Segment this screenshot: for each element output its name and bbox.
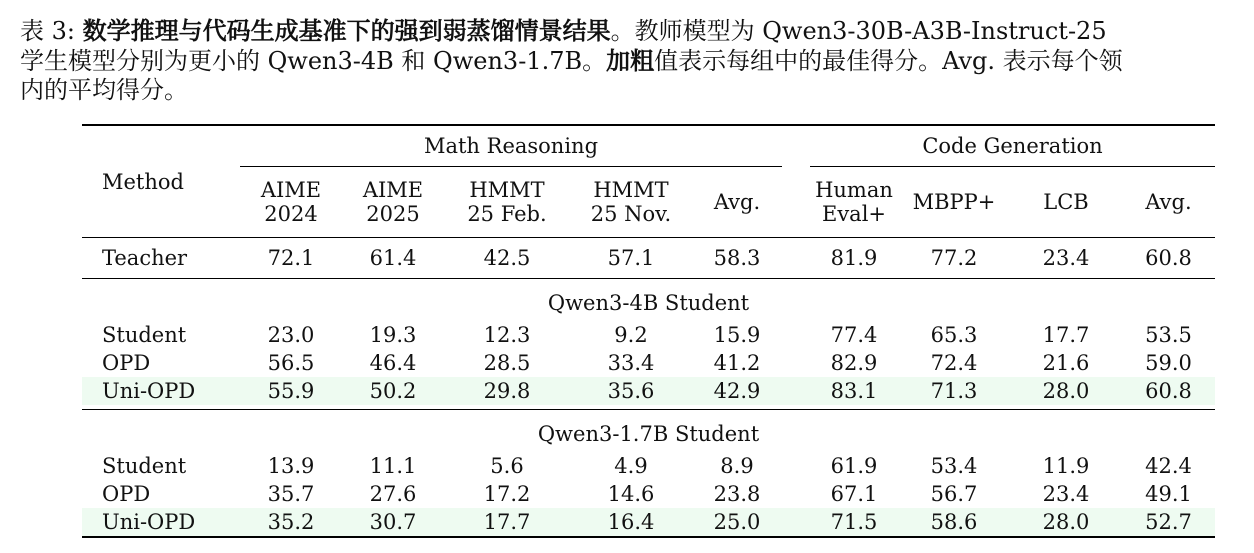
value-gap <box>782 238 810 279</box>
column-header-math-0: AIME 2024 <box>260 178 322 226</box>
value-gap <box>782 321 810 349</box>
value-cell: 60.8 <box>1145 246 1192 270</box>
method-cell: Uni-OPD <box>82 377 240 405</box>
column-header-code-2: LCB <box>1043 190 1089 214</box>
value-cell: 49.1 <box>1145 482 1192 506</box>
method-header: Method <box>102 169 184 194</box>
column-header-code-3: Avg. <box>1145 190 1192 214</box>
value-cell: 23.4 <box>1042 246 1090 270</box>
method-cell: Uni-OPD <box>82 508 240 537</box>
method-cell: Student <box>102 454 187 478</box>
table-row <box>82 480 1215 508</box>
value-cell: 77.4 <box>830 323 878 347</box>
value-cell: 28.0 <box>1010 377 1122 405</box>
value-cell: 28.5 <box>483 351 531 375</box>
teacher-row <box>82 238 1215 279</box>
value-cell: 4.9 <box>614 454 648 478</box>
value-cell: 16.4 <box>570 508 692 537</box>
column-header-math-1: AIME 2025 <box>362 178 424 226</box>
value-cell: 19.3 <box>369 323 417 347</box>
value-cell: 35.6 <box>570 377 692 405</box>
value-cell: 15.9 <box>713 323 761 347</box>
value-cell: 33.4 <box>607 351 655 375</box>
value-cell: 11.9 <box>1042 454 1090 478</box>
value-cell: 67.1 <box>830 482 878 506</box>
value-cell: 58.3 <box>713 246 761 270</box>
caption-prefix: 表 3: <box>20 17 83 45</box>
caption-line1-rest: 。教师模型为 Qwen3-30B-A3B-Instruct-25 <box>610 17 1107 45</box>
value-cell: 72.1 <box>267 246 315 270</box>
value-cell: 13.9 <box>267 454 315 478</box>
value-gap <box>782 349 810 377</box>
table-row <box>82 349 1215 377</box>
value-cell: 60.8 <box>1122 377 1215 405</box>
value-cell: 72.4 <box>930 351 978 375</box>
value-cell: 42.5 <box>483 246 531 270</box>
value-cell: 53.5 <box>1145 323 1192 347</box>
caption-line-3: 内的平均得分。 <box>20 76 188 104</box>
value-cell: 9.2 <box>614 323 648 347</box>
value-cell: 35.2 <box>240 508 342 537</box>
group-gap <box>782 125 810 167</box>
table-row <box>82 452 1215 480</box>
section-title-row <box>82 410 1215 453</box>
value-cell: 25.0 <box>692 508 782 537</box>
group-header-row <box>82 125 1215 167</box>
value-cell: 42.9 <box>692 377 782 405</box>
table-row <box>82 508 1215 537</box>
value-gap <box>782 452 810 480</box>
value-gap <box>782 377 810 405</box>
table-row <box>82 377 1215 405</box>
value-cell: 5.6 <box>490 454 524 478</box>
value-cell: 81.9 <box>830 246 878 270</box>
value-cell: 65.3 <box>930 323 978 347</box>
column-header-math-4: Avg. <box>713 190 761 214</box>
value-cell: 52.7 <box>1122 508 1215 537</box>
value-cell: 35.7 <box>267 482 315 506</box>
value-cell: 61.4 <box>369 246 417 270</box>
column-header-row <box>82 167 1215 238</box>
value-cell: 14.6 <box>607 482 655 506</box>
method-cell: Student <box>102 323 187 347</box>
value-cell: 12.3 <box>483 323 531 347</box>
value-cell: 42.4 <box>1145 454 1192 478</box>
caption-line2-rest: 值表示每组中的最佳得分。Avg. 表示每个领 <box>654 47 1123 75</box>
value-cell: 59.0 <box>1145 351 1192 375</box>
section-title: Qwen3-1.7B Student <box>537 422 760 446</box>
caption-title: 数学推理与代码生成基准下的强到弱蒸馏情景结果 <box>82 16 611 45</box>
value-cell: 53.4 <box>930 454 978 478</box>
value-cell: 82.9 <box>830 351 878 375</box>
column-header-code-1: MBPP+ <box>912 190 996 214</box>
value-cell: 23.0 <box>267 323 315 347</box>
column-header-math-3: HMMT 25 Nov. <box>590 178 672 226</box>
value-cell: 27.6 <box>369 482 417 506</box>
value-cell: 11.1 <box>369 454 417 478</box>
value-cell: 8.9 <box>720 454 754 478</box>
group-header-code: Code Generation <box>810 125 1215 167</box>
value-cell: 71.5 <box>810 508 898 537</box>
value-cell: 41.2 <box>713 351 761 375</box>
value-cell: 17.7 <box>1042 323 1090 347</box>
value-cell: 77.2 <box>930 246 978 270</box>
value-cell: 55.9 <box>240 377 342 405</box>
value-cell: 71.3 <box>898 377 1010 405</box>
caption-line-2 <box>20 46 1234 76</box>
value-cell: 58.6 <box>898 508 1010 537</box>
table-caption <box>20 16 1234 105</box>
value-cell: 29.8 <box>444 377 570 405</box>
value-cell: 17.2 <box>483 482 531 506</box>
method-cell: Teacher <box>102 246 188 270</box>
method-cell: OPD <box>102 351 151 375</box>
caption-bold-word: 加粗 <box>606 46 655 75</box>
value-cell: 23.8 <box>713 482 761 506</box>
value-gap <box>782 480 810 508</box>
value-cell: 61.9 <box>830 454 878 478</box>
value-cell: 46.4 <box>369 351 417 375</box>
results-table <box>82 124 1215 538</box>
value-cell: 50.2 <box>342 377 444 405</box>
section-title: Qwen3-4B Student <box>547 291 750 315</box>
group-header-math: Math Reasoning <box>240 125 782 167</box>
column-gap <box>782 167 810 238</box>
value-cell: 83.1 <box>810 377 898 405</box>
method-cell: OPD <box>102 482 151 506</box>
section-title-row <box>82 279 1215 322</box>
column-header-math-2: HMMT 25 Feb. <box>467 178 547 226</box>
value-cell: 21.6 <box>1042 351 1090 375</box>
value-cell: 23.4 <box>1042 482 1090 506</box>
value-cell: 17.7 <box>444 508 570 537</box>
value-cell: 28.0 <box>1010 508 1122 537</box>
table-row <box>82 321 1215 349</box>
caption-line-1 <box>20 16 1234 46</box>
column-header-code-0: Human Eval+ <box>815 178 893 226</box>
value-cell: 56.7 <box>930 482 978 506</box>
caption-line2-start: 学生模型分别为更小的 Qwen3-4B 和 Qwen3-1.7B。 <box>20 47 607 75</box>
value-cell: 56.5 <box>267 351 315 375</box>
value-gap <box>782 508 810 537</box>
value-cell: 57.1 <box>607 246 655 270</box>
value-cell: 30.7 <box>342 508 444 537</box>
